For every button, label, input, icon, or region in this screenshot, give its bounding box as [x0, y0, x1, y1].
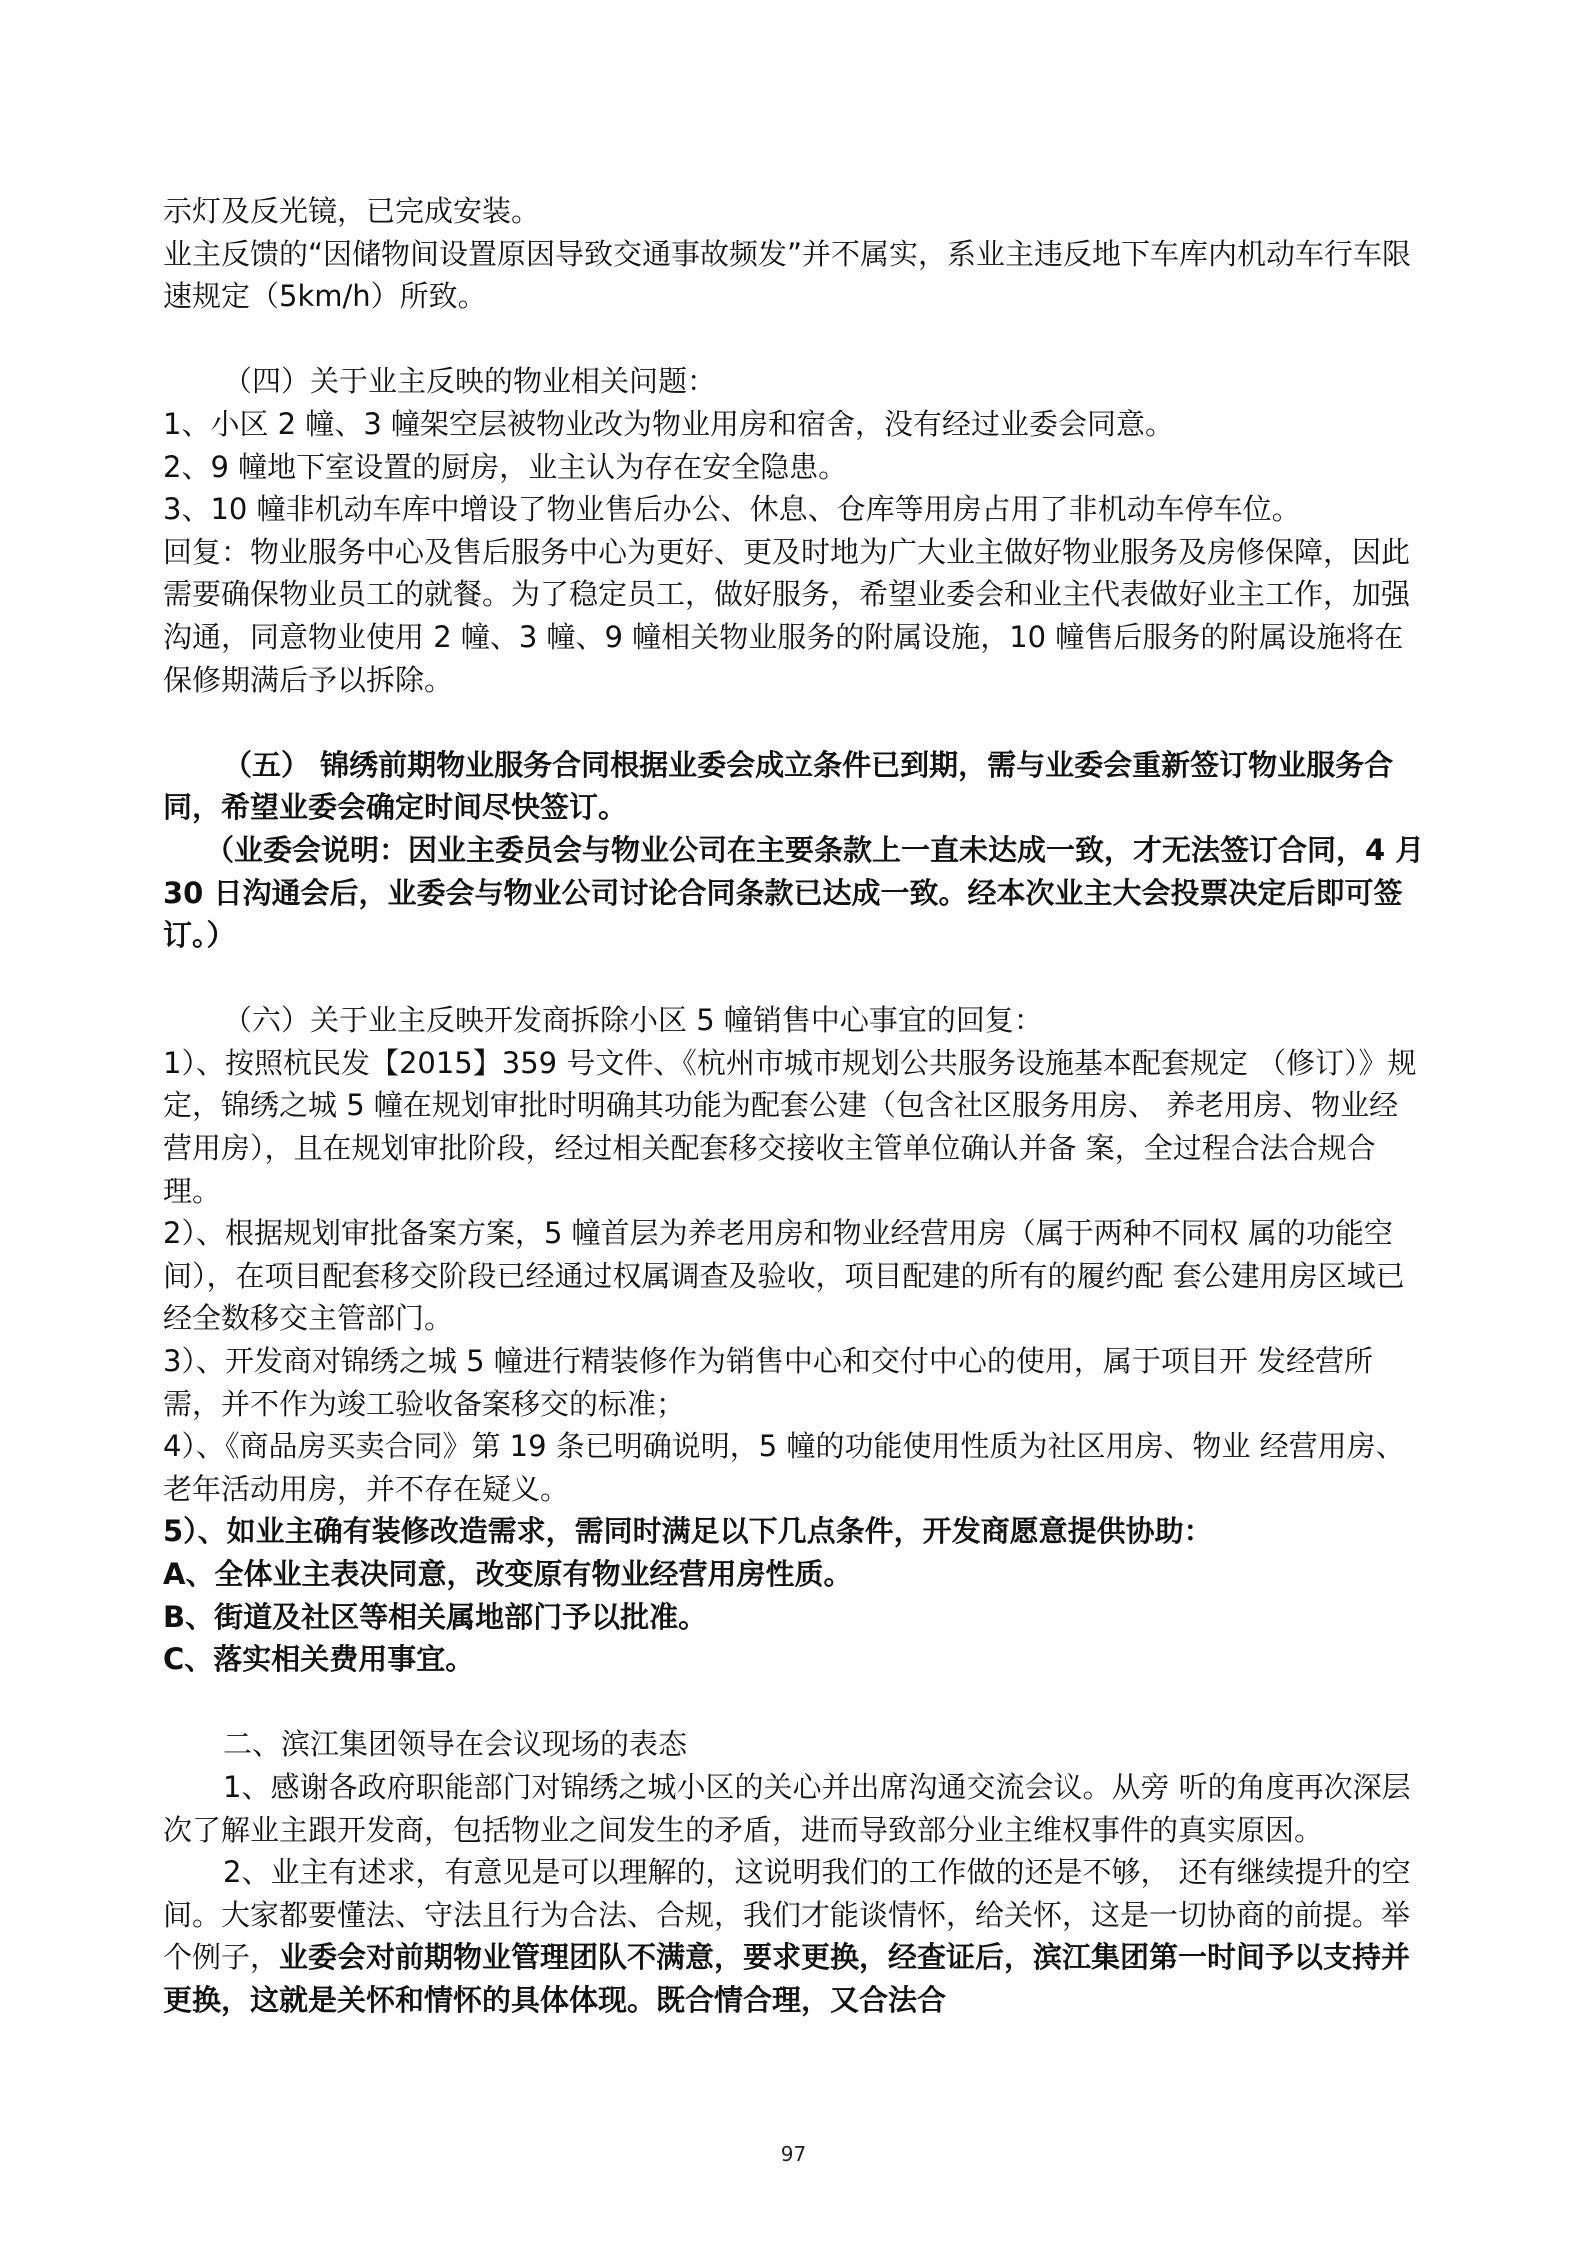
part-2-item-2 — [163, 1851, 1425, 2021]
section-6-item-3: 3）、开发商对锦绣之城 5 幢进行精装修作为销售中心和交付中心的使用，属于项目开 发经营所需，并不作为竣工验收备案移交的标准； — [163, 1344, 1374, 1421]
section-6-item-2: 2）、根据规划审批备案方案，5 幢首层为养老用房和物业经营用房（属于两种不同权 属的功能空间），在项目配套移交阶段已经通过权属调查及验收，项目配建的所有的履约配 套公建用房区域已经全数移交主管部门。 — [163, 1216, 1405, 1336]
section-6-condition-c: C、落实相关费用事宜。 — [163, 1642, 475, 1677]
page-number: 97 — [780, 2142, 807, 2166]
section-4-item-1: 1、小区 2 幢、3 幢架空层被物业改为物业用房和宿舍，没有经过业委会同意。 — [163, 406, 1175, 441]
section-6-item-5: 5）、如业主确有装修改造需求，需同时满足以下几点条件，开发商愿意提供协助： — [163, 1514, 1213, 1549]
section-4-item-3: 3、10 幢非机动车库中增设了物业售后办公、休息、仓库等用房占用了非机动车停车位。 — [163, 492, 1301, 527]
spacer — [163, 701, 1425, 744]
paragraph-owner-feedback: 业主反馈的“因储物间设置原因导致交通事故频发”并不属实，系业主违反地下车库内机动车行车限速规定（5km/h）所致。 — [163, 236, 1412, 314]
section-6-item-4: 4）、《商品房买卖合同》第 19 条已明确说明，5 幢的功能使用性质为社区用房、物业 经营用房、老年活动用房，并不存在疑义。 — [163, 1429, 1405, 1506]
section-6-condition-b: B、街道及社区等相关属地部门予以批准。 — [163, 1599, 708, 1634]
section-4-item-2: 2、9 幢地下室设置的厨房，业主认为存在安全隐患。 — [163, 449, 848, 484]
spacer — [163, 957, 1425, 1000]
section-4-reply: 回复：物业服务中心及售后服务中心为更好、更及时地为广大业主做好物业服务及房修保障，因此需要确保物业员工的就餐。为了稳定员工，做好服务，希望业委会和业主代表做好业主工作，加强沟通，同意物业使用 2 幢、3 幢、9 幢相关物业服务的附属设施，10 幢售后服务的附属设施将在保修期满后予以拆除。 — [163, 534, 1411, 697]
document-body — [163, 190, 1425, 2022]
section-6-condition-a: A、全体业主表决同意，改变原有物业经营用房性质。 — [163, 1557, 853, 1591]
section-5-heading: （五） 锦绣前期物业服务合同根据业委会成立条件已到期，需与业委会重新签订物业服务合同，希望业委会确定时间尽快签订。 — [163, 747, 1394, 825]
section-5-note: （业委会说明：因业主委员会与物业公司在主要条款上一直未达成一致，才无法签订合同，4 月 30 日沟通会后，业委会与物业公司讨论合同条款已达成一致。经本次业主大会投票决定后即可签订。） — [163, 832, 1425, 953]
paragraph-continued: 示灯及反光镜，已完成安装。 — [163, 194, 541, 228]
part-2-item-2-bold-text: 业委会对前期物业管理团队不满意，要求更换，经查证后，滨江集团第一时间予以支持并更换，这就是关怀和情怀的具体体现。既合情合理，又合法合 — [163, 1940, 1411, 2017]
part-2-heading: 二、滨江集团领导在会议现场的表态 — [223, 1727, 688, 1762]
part-2-item-2-text: 2、业主有述求，有意见是可以理解的，这说明我们的工作做的还是不够， 还有继续提升的空间。大家都要懂法、守法且行为合法、合规，我们才能谈情怀，给关怀，这是一切协商的前提。举个例子， — [163, 1855, 1411, 1975]
section-6-heading: （六）关于业主反映开发商拆除小区 5 幢销售中心事宜的回复： — [223, 1003, 1043, 1038]
part-2-item-1: 1、感谢各政府职能部门对锦绣之城小区的关心并出席沟通交流会议。从旁 听的角度再次深层次了解业主跟开发商，包括物业之间发生的矛盾，进而导致部分业主维权事件的真实原因。 — [163, 1769, 1411, 1847]
section-4-heading: （四）关于业主反映的物业相关问题： — [223, 364, 717, 399]
section-6-item-1: 1）、按照杭民发【2015】359 号文件、《杭州市城市规划公共服务设施基本配套规定 （修订）》规定，锦绣之城 5 幢在规划审批时明确其功能为配套公建（包含社区服务用房、 养老用房、物业经营用房），且在规划审批阶段，经过相关配套移交接收主管单位确认并备 案，全过程合法合规合理。 — [163, 1045, 1417, 1208]
spacer — [163, 318, 1425, 361]
spacer — [163, 1681, 1425, 1724]
